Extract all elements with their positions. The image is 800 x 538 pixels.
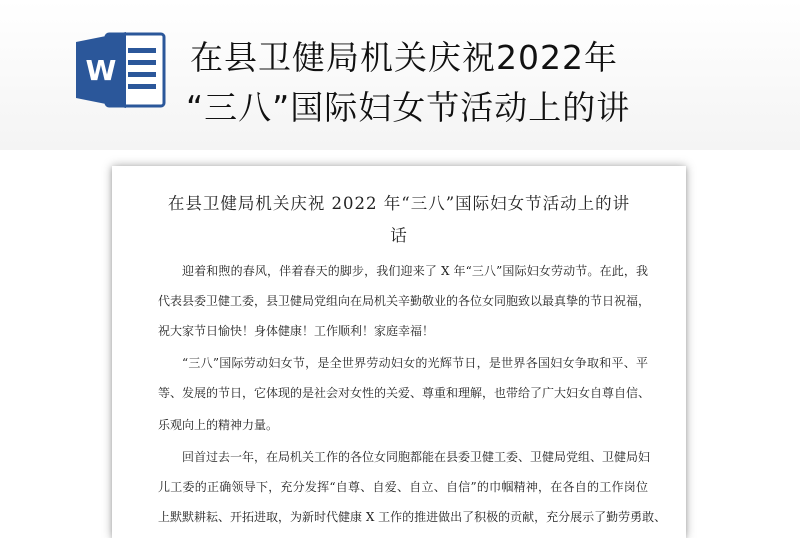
document-title-line-1: 在县卫健局机关庆祝 2022 年“三八”国际妇女节活动上的讲: [167, 194, 631, 213]
document-title-line-2: 话: [390, 226, 408, 245]
cover-title-line-1: 在县卫健局机关庆祝2022年: [190, 38, 618, 77]
word-icon: [76, 30, 168, 110]
body-line: 乐观向上的精神力量。: [158, 418, 279, 432]
cover-title-line-2: “三八”国际妇女节活动上的讲: [186, 88, 631, 127]
document-page: [112, 166, 686, 538]
body-line: 代表县委卫健工委，县卫健局党组向在局机关辛勤敬业的各位女同胞致以最真挚的节日祝福，: [158, 294, 651, 308]
body-line: 儿工委的正确领导下，充分发挥“自尊、自爱、自立、自信”的巾帼精神，在各自的工作岗位: [158, 480, 648, 494]
cover-header: [0, 0, 800, 150]
body-line: 等、发展的节日，它体现的是社会对女性的关爱、尊重和理解，也带给了广大妇女自尊自信、: [158, 386, 651, 400]
body-line: 回首过去一年，在局机关工作的各位女同胞都能在县委卫健工委、卫健局党组、卫健局妇: [182, 450, 651, 464]
body-line: 迎着和煦的春风，伴着春天的脚步，我们迎来了 X 年“三八”国际妇女劳动节。在此，我: [182, 264, 648, 278]
body-line: 祝大家节日愉快！身体健康！工作顺利！家庭幸福！: [158, 324, 435, 338]
body-line: 上默默耕耘、开拓进取，为新时代健康 X 工作的推进做出了积极的贡献，充分展示了勤劳勇敢、: [158, 510, 667, 524]
body-line: “三八”国际劳动妇女节，是全世界劳动妇女的光辉节日，是世界各国妇女争取和平、平: [182, 356, 648, 370]
word-icon-letter: W: [85, 54, 117, 87]
